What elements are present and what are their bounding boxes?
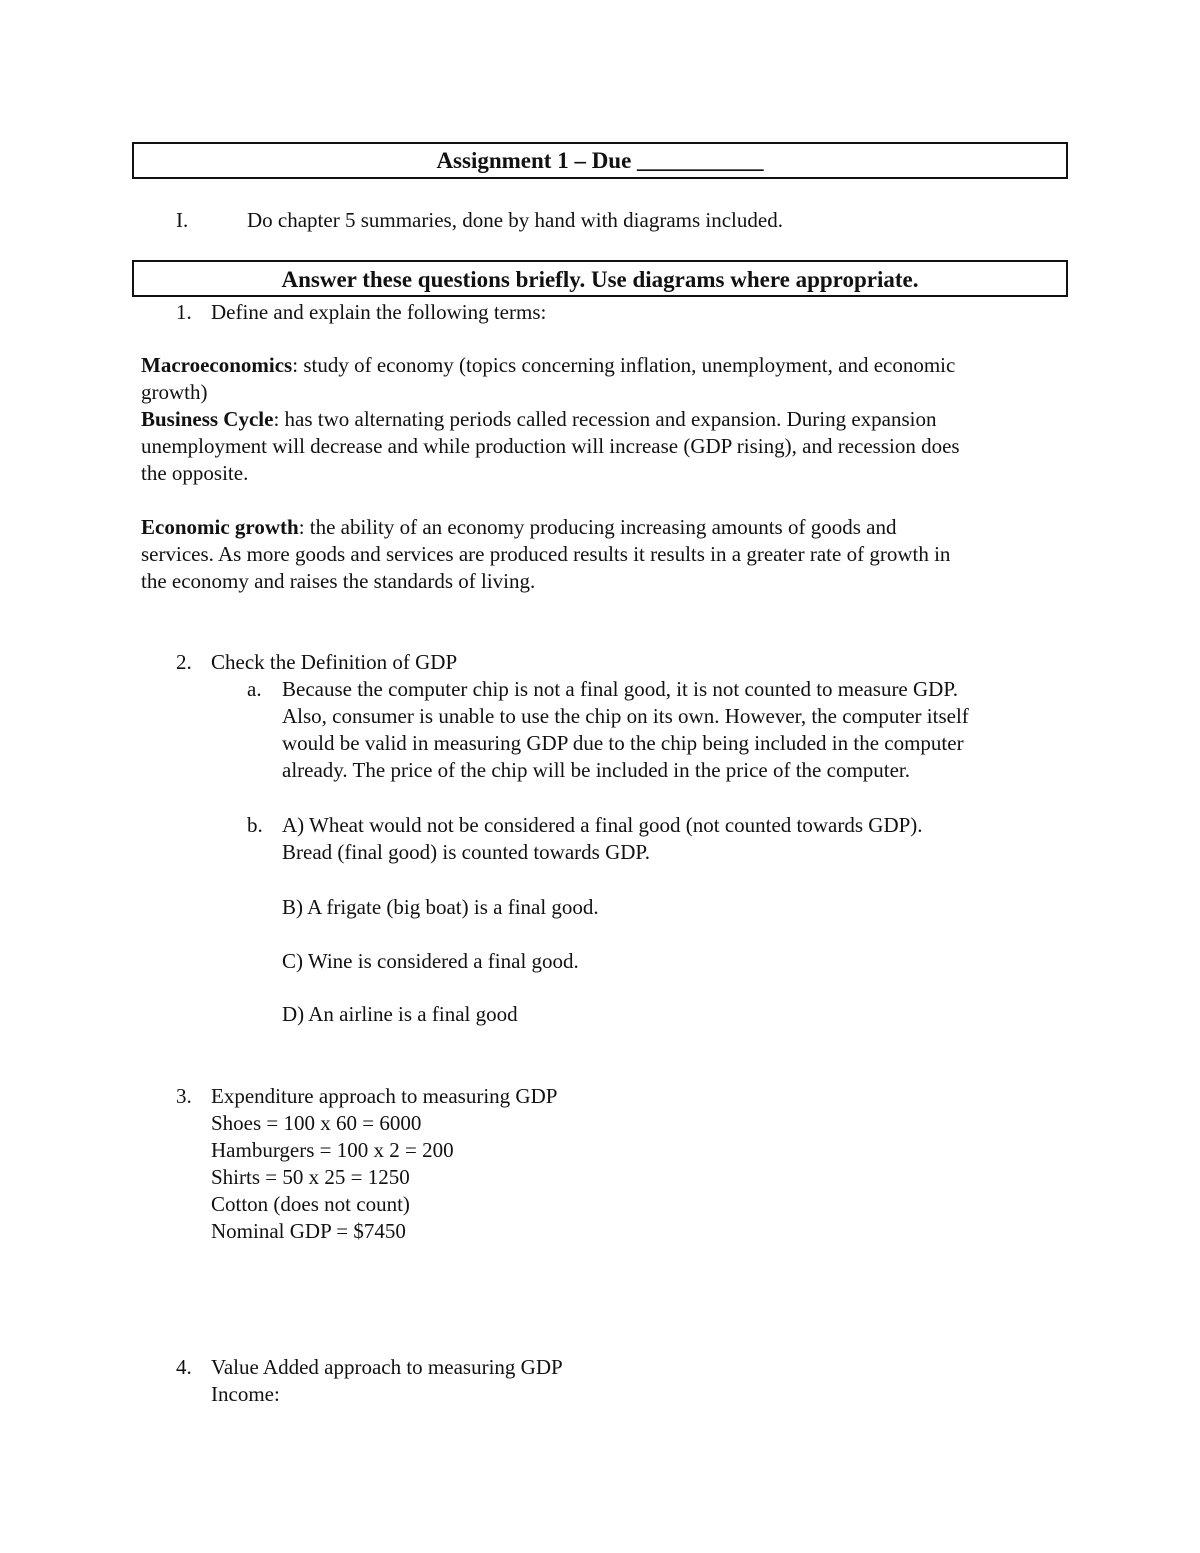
q4-content	[211, 1354, 563, 1408]
macro-term: Macroeconomics	[141, 353, 293, 377]
section-numeral: I.	[176, 208, 189, 232]
instructions-text: Answer these questions briefly. Use diagrams where appropriate.	[281, 267, 919, 292]
q2a-answer	[282, 676, 969, 784]
q2a-line: Because the computer chip is not a final good, it is not counted to measure GDP.	[282, 677, 958, 701]
q3-total: Nominal GDP = $7450	[211, 1219, 406, 1243]
q2a-line: would be valid in measuring GDP due to the chip being included in the computer	[282, 731, 964, 755]
q2a-line: already. The price of the chip will be included in the price of the computer.	[282, 758, 911, 782]
q3-line: Shirts = 50 x 25 = 1250	[211, 1165, 410, 1189]
q3-content	[211, 1083, 557, 1245]
growth-line3: the economy and raises the standards of living.	[141, 569, 536, 593]
cycle-line2: unemployment will decrease and while production will increase (GDP rising), and recession does	[141, 434, 960, 458]
q2b-a-line2: Bread (final good) is counted towards GDP.	[282, 840, 651, 864]
assignment-title: Assignment 1 – Due ___________	[436, 148, 764, 173]
growth-definition	[141, 514, 1066, 595]
growth-line2: services. As more goods and services are produced results it results in a greater rate of growth in	[141, 542, 951, 566]
q1-number: 1.	[176, 300, 192, 324]
growth-term: Economic growth	[141, 515, 299, 539]
q2b-label: b.	[247, 813, 263, 837]
q2b-a-line1: A) Wheat would not be considered a final good (not counted towards GDP).	[282, 813, 923, 837]
q3-line: Hamburgers = 100 x 2 = 200	[211, 1138, 454, 1162]
cycle-line3: the opposite.	[141, 461, 249, 485]
q3-heading: Expenditure approach to measuring GDP	[211, 1084, 558, 1108]
q4-line: Income:	[211, 1382, 280, 1406]
q2-prompt: Check the Definition of GDP	[211, 650, 458, 674]
section-text: Do chapter 5 summaries, done by hand with diagrams included.	[247, 208, 783, 232]
q3-number: 3.	[176, 1084, 192, 1108]
q1-prompt: Define and explain the following terms:	[211, 300, 547, 324]
q2a-line: Also, consumer is unable to use the chip on its own. However, the computer itself	[282, 704, 969, 728]
q3-line: Cotton (does not count)	[211, 1192, 410, 1216]
cycle-term: Business Cycle	[141, 407, 274, 431]
assignment-title-box	[132, 142, 1068, 179]
q2a-label: a.	[247, 677, 262, 701]
q2b-answer-a	[282, 812, 923, 866]
instructions-box	[132, 260, 1068, 297]
macro-line2: growth)	[141, 380, 208, 404]
q4-number: 4.	[176, 1355, 192, 1379]
q3-line: Shoes = 100 x 60 = 6000	[211, 1111, 422, 1135]
q2b-answer-b: B) A frigate (big boat) is a final good.	[282, 895, 599, 919]
macro-definition	[141, 352, 1066, 487]
q4-heading: Value Added approach to measuring GDP	[211, 1355, 563, 1379]
macro-line1: : study of economy (topics concerning inflation, unemployment, and economic	[292, 353, 956, 377]
q2b-answer-d: D) An airline is a final good	[282, 1002, 518, 1026]
cycle-line1: : has two alternating periods called recession and expansion. During expansion	[273, 407, 937, 431]
growth-line1: : the ability of an economy producing increasing amounts of goods and	[298, 515, 897, 539]
q2b-answer-c: C) Wine is considered a final good.	[282, 949, 579, 973]
q2-number: 2.	[176, 650, 192, 674]
